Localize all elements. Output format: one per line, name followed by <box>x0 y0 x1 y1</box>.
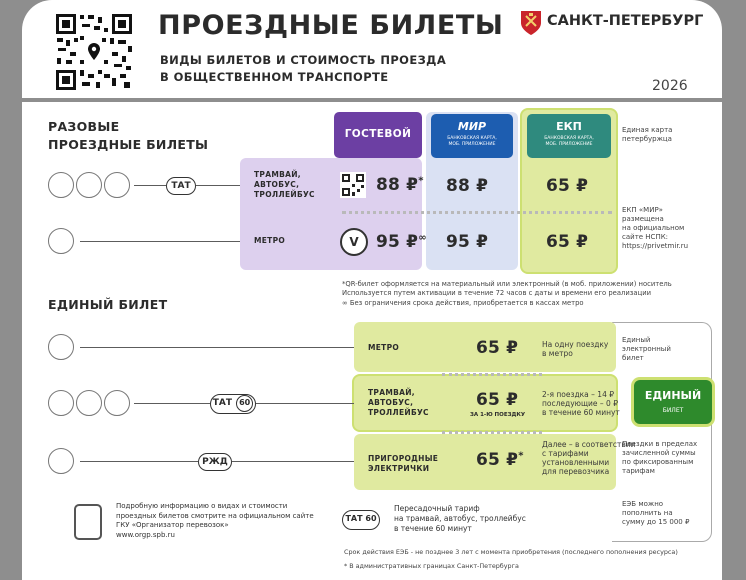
single-row-divider <box>342 211 612 214</box>
u-row3-mark: * <box>518 450 524 462</box>
row1-line-a <box>134 185 166 186</box>
row2-guest-mark: ∞ <box>418 232 427 244</box>
ticket-poster <box>22 0 722 580</box>
page-subtitle: ВИДЫ БИЛЕТОВ И СТОИМОСТЬ ПРОЕЗДА В ОБЩЕСТВЕННОМ ТРАНСПОРТЕ <box>160 53 447 84</box>
row2-mir-price: 95 ₽ <box>446 232 489 252</box>
u-row2-line-b <box>256 403 354 404</box>
tat-60-pill-label: ТАТ <box>212 398 233 408</box>
row2-ekp-price: 65 ₽ <box>546 232 589 252</box>
u-row1-label: МЕТРО <box>368 343 400 352</box>
ekb-topup-note: ЕЭБ можно пополнить на сумму до 15 000 ₽ <box>622 500 690 526</box>
tram-icon <box>48 172 74 198</box>
u-row3-label: ПРИГОРОДНЫЕ ЭЛЕКТРИЧКИ <box>368 454 439 473</box>
train-icon <box>48 448 74 474</box>
trolleybus-icon-2 <box>104 390 130 416</box>
unified-badge-title: ЕДИНЫЙ <box>644 389 702 402</box>
tat-60-pill <box>210 394 256 414</box>
bus-icon <box>76 172 102 198</box>
guest-header-label: ГОСТЕВОЙ <box>344 128 412 140</box>
phone-qr-icon <box>74 504 102 540</box>
row2-line <box>80 241 240 242</box>
unified-badge[interactable] <box>634 380 712 424</box>
ekp-logo: ЕКП <box>556 120 582 133</box>
u-row3-side: Поездки в пределах зачисленной суммы по фиксированным тарифам <box>622 440 698 475</box>
u-row3-value: 65 ₽ <box>476 450 519 470</box>
metro-train-icon <box>48 228 74 254</box>
u-row2-note: 2-я поездка – 14 ₽ последующие – 0 ₽ в течение 60 минут <box>542 390 620 417</box>
tat-60-pill-2-label: ТАТ <box>345 514 363 523</box>
u-row1-price: 65 ₽ <box>476 338 519 358</box>
city-logo <box>520 10 704 36</box>
header-curve <box>22 98 722 102</box>
u-row2-sub: ЗА 1-Ю ПОЕЗДКУ <box>470 412 526 418</box>
row1-line-b <box>196 185 240 186</box>
info-text: Подробную информацию о видах и стоимости проездных билетов смотрите на официальном сайте ГКУ «Организатор перевозок» www.orgp.spb.ru <box>116 502 314 539</box>
row1-mir-price: 88 ₽ <box>446 176 489 196</box>
metro-train-icon-2 <box>48 334 74 360</box>
row2-label: МЕТРО <box>254 236 286 245</box>
mir-sub: БАНКОВСКАЯ КАРТА, МОБ. ПРИЛОЖЕНИЕ <box>447 136 497 147</box>
mir-header[interactable] <box>431 114 513 158</box>
tat-60-pill-2 <box>342 510 380 530</box>
single-footnote-2: ∞ Без ограничения срока действия, приобретается в кассах метро <box>342 299 584 307</box>
unified-divider-1 <box>442 373 542 376</box>
single-tickets-title: РАЗОВЫЕ ПРОЕЗДНЫЕ БИЛЕТЫ <box>48 119 209 152</box>
row1-guest-mark: * <box>418 175 424 187</box>
mir-logo: МИР <box>457 120 487 133</box>
unified-title: ЕДИНЫЙ БИЛЕТ <box>48 297 168 312</box>
year: 2026 <box>652 78 688 94</box>
u-row1-line <box>80 347 354 348</box>
trolleybus-icon <box>104 172 130 198</box>
guest-header[interactable] <box>334 112 422 158</box>
mir-side-note: ЕКП «МИР» размещена на официальном сайте НСПК: https://privetmir.ru <box>622 206 689 250</box>
u-row1-note: На одну поездку в метро <box>542 340 609 358</box>
tat-60-pill-2-num: 60 <box>365 514 377 523</box>
row2-guest-value: 95 ₽ <box>376 232 419 252</box>
u-row2-price: 65 ₽ <box>476 390 519 410</box>
tat-pill: ТАТ <box>166 177 196 195</box>
ekp-sub: БАНКОВСКАЯ КАРТА, МОБ. ПРИЛОЖЕНИЕ <box>544 136 594 147</box>
rzd-pill: РЖД <box>198 453 232 471</box>
qr-ticket-icon <box>340 172 366 198</box>
city-name: САНКТ-ПЕТЕРБУРГ <box>547 13 704 29</box>
u-row3-note: Далее – в соответствии с тарифами установленными для перевозчика <box>542 440 636 476</box>
qr-code[interactable] <box>54 12 134 92</box>
row1-label: ТРАМВАЙ, АВТОБУС, ТРОЛЛЕЙБУС <box>254 170 315 199</box>
u-row3-line-a <box>80 461 198 462</box>
metro-token-icon: V <box>340 228 368 256</box>
u-row2-label: ТРАМВАЙ, АВТОБУС, ТРОЛЛЕЙБУС <box>368 388 429 417</box>
unified-footnote: * В административных границах Санкт-Петербурга <box>344 562 519 570</box>
city-emblem-icon <box>520 10 542 36</box>
single-footnote-1: *QR-билет оформляется на материальный или электронный (в моб. приложении) носитель Используется путем активации в течение 72 часов с даты и времени его реализации <box>342 280 672 297</box>
tat-60-pill-num: 60 <box>236 395 253 412</box>
tram-icon-2 <box>48 390 74 416</box>
bus-icon-2 <box>76 390 102 416</box>
transfer-note: Пересадочный тариф на трамвай, автобус, троллейбус в течение 60 минут <box>394 504 526 533</box>
unified-badge-sub: БИЛЕТ <box>662 407 684 414</box>
ekp-header[interactable] <box>527 114 611 158</box>
page-title: ПРОЕЗДНЫЕ БИЛЕТЫ <box>158 10 504 41</box>
row1-ekp-price: 65 ₽ <box>546 176 589 196</box>
row2-guest-price <box>376 232 427 252</box>
u-row3-line-b <box>232 461 354 462</box>
validity-note: Срок действия ЕЭБ - не позднее 3 лет с момента приобретения (последнего пополнения ресурса) <box>344 548 678 556</box>
row1-guest-value: 88 ₽ <box>376 175 419 195</box>
u-row1-side: Единый электронный билет <box>622 336 671 362</box>
u-row2-line-a <box>134 403 210 404</box>
row1-guest-price <box>376 175 424 195</box>
ekp-side-note: Единая карта петербуржца <box>622 126 673 143</box>
unified-divider-2 <box>442 431 542 434</box>
u-row3-price <box>476 450 524 470</box>
